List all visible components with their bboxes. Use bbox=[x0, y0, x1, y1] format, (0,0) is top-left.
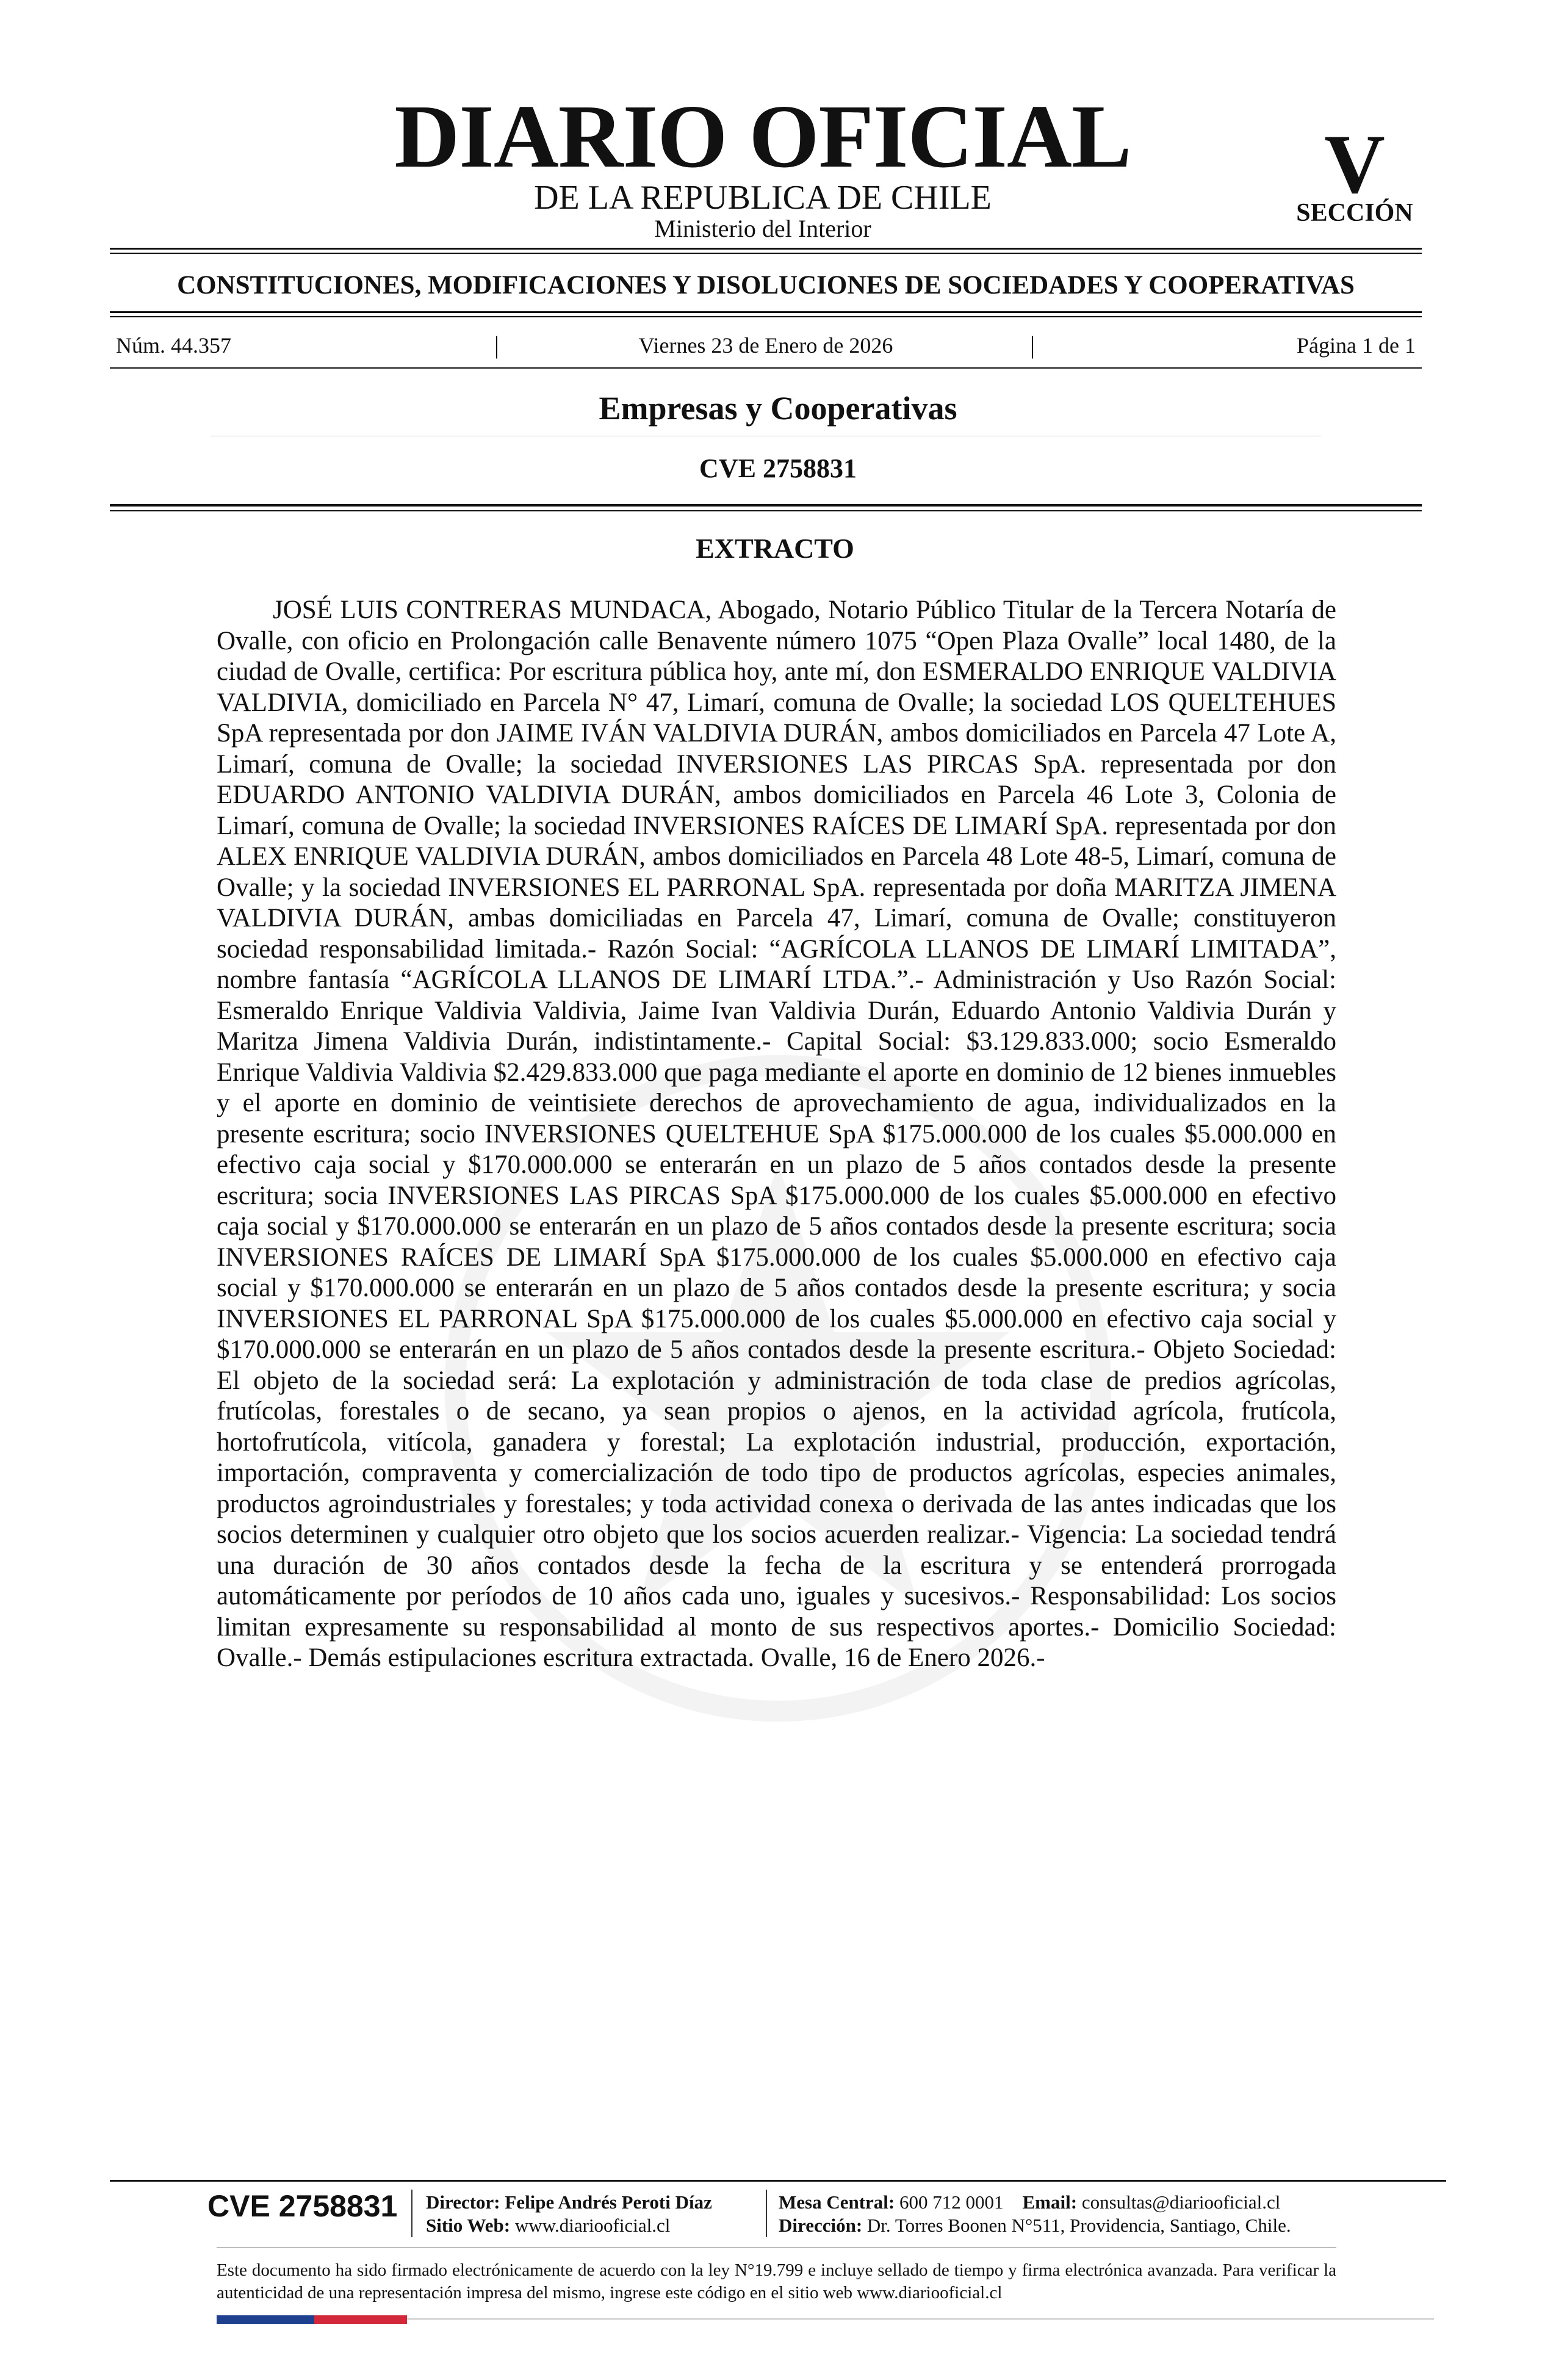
issue-rule bbox=[110, 367, 1422, 369]
email-label: Email: bbox=[1022, 2191, 1078, 2213]
section-title: CONSTITUCIONES, MODIFICACIONES Y DISOLUCIONES DE SOCIEDADES Y COOPERATIVAS bbox=[177, 271, 1355, 300]
mesa-value: 600 712 0001 bbox=[899, 2191, 1004, 2213]
section-rule bbox=[110, 311, 1422, 313]
website-link[interactable]: www.diariooficial.cl bbox=[514, 2215, 671, 2236]
flag-stripe-blue bbox=[217, 2315, 314, 2324]
address-value: Dr. Torres Boonen N°511, Providencia, Santiago, Chile. bbox=[866, 2215, 1291, 2236]
mesa-label: Mesa Central: bbox=[779, 2191, 895, 2213]
cve-code: CVE 2758831 bbox=[699, 453, 857, 483]
category-title: Empresas y Cooperativas bbox=[599, 390, 957, 427]
section-label: SECCIÓN bbox=[1296, 199, 1413, 227]
footer-cve: CVE 2758831 bbox=[207, 2189, 398, 2223]
address-label: Dirección: bbox=[779, 2215, 863, 2236]
email-link[interactable]: consultas@diariooficial.cl bbox=[1081, 2191, 1281, 2213]
footer-separator bbox=[766, 2190, 767, 2237]
footer-separator bbox=[411, 2190, 412, 2237]
newspaper-subtitle: DE LA REPUBLICA DE CHILE bbox=[534, 179, 992, 217]
footer-note-rule bbox=[217, 2247, 1336, 2248]
section-rule-thin bbox=[110, 316, 1422, 317]
issue-page: Página 1 de 1 bbox=[1297, 333, 1416, 358]
issue-separator: | bbox=[1030, 331, 1036, 359]
article-heading: EXTRACTO bbox=[696, 533, 854, 564]
section-number: V bbox=[1324, 117, 1385, 211]
masthead-rule-thin bbox=[110, 253, 1422, 254]
article-body: JOSÉ LUIS CONTRERAS MUNDACA, Abogado, Notario Público Titular de la Tercera Notaría de Ovalle, con oficio en Prolongación calle Benavente número 1075 “Open Plaza Ovalle” local 1480, de la ciudad de Ovalle, certifica: Por escritura pública hoy, ante mí, don ESMERALDO ENRIQUE VALDIVIA VALDIVIA, domiciliado en Parcela N° 47, Limarí, comuna de Ovalle; la sociedad LOS QUELTEHUES SpA representada por don JAIME IVÁN VALDIVIA DURÁN, ambos domiciliados en Parcela 47 Lote A, Limarí, comuna de Ovalle; la sociedad INVERSIONES LAS PIRCAS SpA. representada por don EDUARDO ANTONIO VALDIVIA DURÁN, ambos domiciliados en Parcela 46 Lote 3, Colonia de Limarí, comuna de Ovalle; la sociedad INVERSIONES RAÍCES DE LIMARÍ SpA. representada por don ALEX ENRIQUE VALDIVIA DURÁN, ambos domiciliados en Parcela 48 Lote 48-5, Limarí, comuna de Ovalle; y la sociedad INVERSIONES EL PARRONAL SpA. representada por doña MARITZA JIMENA VALDIVIA DURÁN, ambas domiciliadas en Parcela 47, Limarí, comuna de Ovalle; constituyeron sociedad responsabilidad limitada.- Razón Social: “AGRÍCOLA LLANOS DE LIMARÍ LIMITADA”, nombre fantasía “AGRÍCOLA LLANOS DE LIMARÍ LTDA.”.- Administración y Uso Razón Social: Esmeraldo Enrique Valdivia Valdivia, Jaime Ivan Valdivia Durán, Eduardo Antonio Valdivia Durán y Maritza Jimena Valdivia Durán, indistintamente.- Capital Social: $3.129.833.000; socio Esmeraldo Enrique Valdivia Valdivia $2.429.833.000 que paga mediante el aporte en dominio de 12 bienes inmuebles y el aporte en dominio de veintisiete derechos de aprovechamiento de agua, individualizados en la presente escritura; socio INVERSIONES QUELTEHUE SpA $175.000.000 de los cuales $5.000.000 en efectivo caja social y $170.000.000 se enterarán en un plazo de 5 años contados desde la presente escritura; socia INVERSIONES LAS PIRCAS SpA $175.000.000 de los cuales $5.000.000 en efectivo caja social y $170.000.000 se enterarán en un plazo de 5 años contados desde la presente escritura; socia INVERSIONES RAÍCES DE LIMARÍ SpA $175.000.000 de los cuales $5.000.000 en efectivo caja social y $170.000.000 se enterarán en un plazo de 5 años contados desde la presente escritura; y socia INVERSIONES EL PARRONAL SpA $175.000.000 de los cuales $5.000.000 en efectivo caja social y $170.000.000 se enterarán en un plazo de 5 años contados desde la presente escritura.- Objeto Sociedad: El objeto de la sociedad será: La explotación y administración de toda clase de predios agrícolas, frutícolas, forestales o de secano, ya sean propios o ajenos, en la actividad agrícola, frutícola, hortofrutícola, vitícola, ganadera y forestal; La explotación industrial, producción, exportación, importación, compraventa y comercialización de todo tipo de productos agrícolas, especies animales, productos agroindustriales y forestales; y toda actividad conexa o derivada de las antes indicadas que los socios determinen y cualquier otro objeto que los socios acuerden realizar.- Vigencia: La sociedad tendrá una duración de 30 años contados desde la fecha de la escritura y se entenderá prorrogada automáticamente por períodos de 10 años cada uno, iguales y sucesivos.- Responsabilidad: Los socios limitan expresamente su responsabilidad al monto de sus respectivos aportes.- Domicilio Sociedad: Ovalle.- Demás estipulaciones escritura extractada. Ovalle, 16 de Enero 2026.- bbox=[217, 596, 1336, 1672]
issue-number: Núm. 44.357 bbox=[116, 333, 231, 358]
article-rule-thin bbox=[110, 510, 1422, 511]
director-value: Felipe Andrés Peroti Díaz bbox=[505, 2191, 712, 2213]
article-rule bbox=[110, 504, 1422, 507]
footer-contact-block bbox=[779, 2191, 1352, 2237]
website-label: Sitio Web: bbox=[426, 2215, 511, 2236]
newspaper-title: DIARIO OFICIAL bbox=[394, 87, 1131, 187]
masthead-rule bbox=[110, 248, 1422, 250]
footer-legal-note: Este documento ha sido firmado electrónicamente de acuerdo con la ley N°19.799 e incluye sellado de tiempo y firma electrónica avanzada. Para verificar la autenticidad de una representación impresa del mismo, ingrese este código en el sitio web www.diariooficial.cl bbox=[217, 2260, 1336, 2302]
issue-separator: | bbox=[494, 331, 500, 359]
flag-stripe-red bbox=[314, 2315, 407, 2324]
footer-rule bbox=[110, 2180, 1446, 2182]
flag-stripe-line bbox=[407, 2318, 1434, 2320]
issue-date: Viernes 23 de Enero de 2026 bbox=[638, 333, 893, 358]
footer-director-block bbox=[426, 2191, 768, 2237]
director-label: Director: bbox=[426, 2191, 500, 2213]
ministry-label: Ministerio del Interior bbox=[654, 215, 871, 242]
